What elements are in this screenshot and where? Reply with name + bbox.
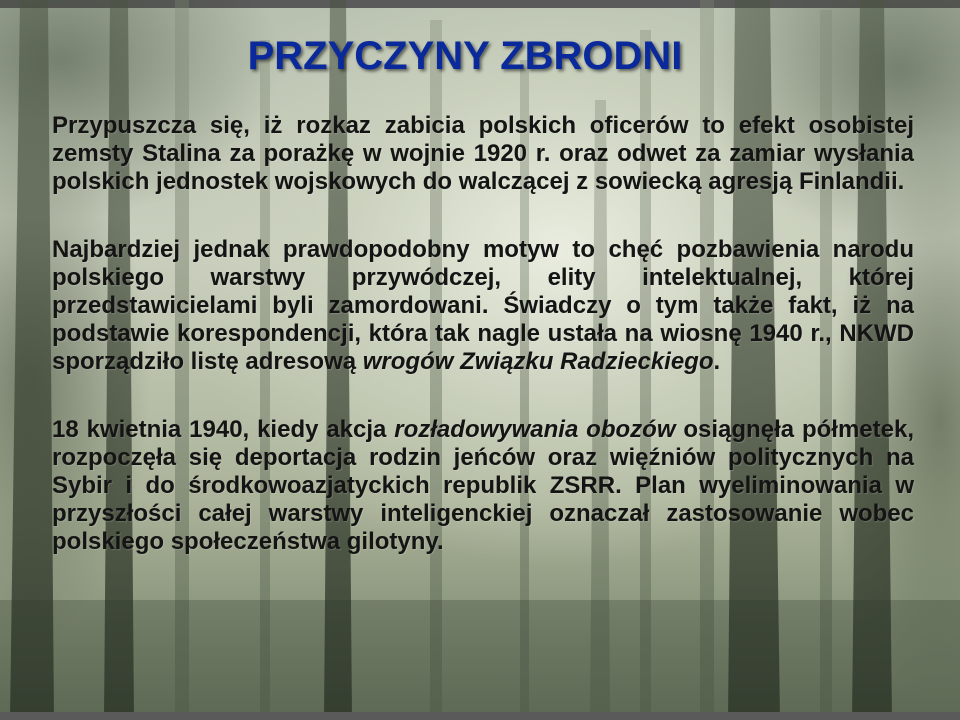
paragraph-3 [52, 416, 914, 556]
slide-body [52, 112, 914, 596]
bottom-frame-bar [0, 712, 960, 720]
paragraph-1-text: Przypuszcza się, iż rozkaz zabicia polskich oficerów to efekt osobistej zemsty Stalina za porażkę w wojnie 1920 r. oraz odwet za zamiar wysłania polskich jednostek wojskowych do walczącej z sowiecką agresją Finlandii. [52, 112, 914, 195]
paragraph-2-italic-phrase: wrogów Związku Radzieckiego [362, 348, 714, 375]
paragraph-3-text-end: osiągnęła półmetek, rozpoczęła się deportacja rodzin jeńców oraz więźniów politycznych na Sybir i do środkowoazjatyckich republik ZSRR. Plan wyeliminowania w przyszłości całej warstwy inteligenckiej oznaczał zastosowanie wobec polskiego społeczeństwa gilotyny. [52, 416, 914, 555]
slide-title: PRZYCZYNY ZBRODNI [247, 34, 683, 78]
paragraph-3-text-start: 18 kwietnia 1940, kiedy akcja [52, 416, 395, 443]
paragraph-1 [52, 112, 914, 196]
paragraph-3-italic-phrase: rozładowywania obozów [394, 416, 676, 443]
paragraph-2-text-start: Najbardziej jednak prawdopodobny motyw to chęć pozbawienia narodu polskiego warstwy przywódczej, elity intelektualnej, której przedstawicielami byli zamordowani. Świadczy o tym także fakt, iż na podstawie korespondencji, która tak nagle ustała na wiosnę 1940 r., NKWD sporządziło listę adresową [52, 236, 914, 375]
paragraph-2-text-end: . [713, 348, 721, 375]
paragraph-2 [52, 236, 914, 376]
